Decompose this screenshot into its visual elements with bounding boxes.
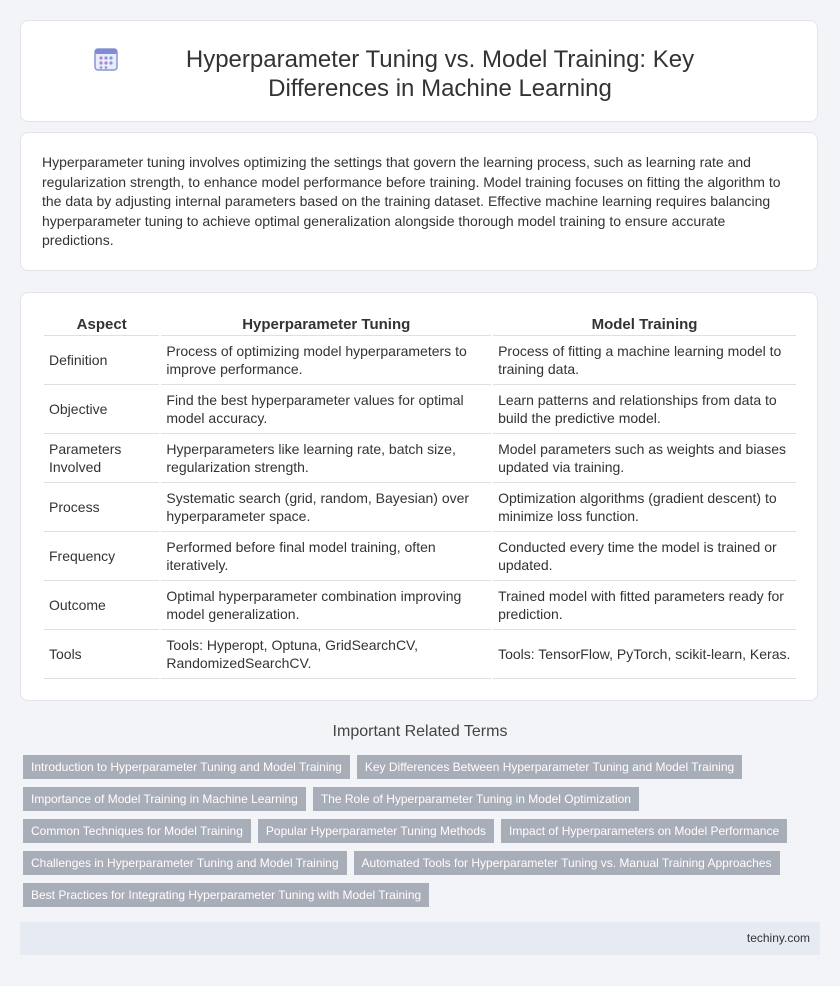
header-card [20,20,818,122]
related-terms-heading: Important Related Terms [332,723,508,740]
row-tuning-cell: Systematic search (grid, random, Bayesian) over hyperparameter space. [161,483,491,532]
column-header-model-training: Model Training [493,314,796,336]
row-aspect: Frequency [44,532,159,581]
column-header-aspect: Aspect [44,314,159,336]
row-aspect: Parameters Involved [44,434,159,483]
footer [20,922,820,955]
row-tuning-cell: Performed before final model training, often iteratively. [161,532,491,581]
comparison-table-card [20,292,818,701]
table-header-row [44,314,796,336]
table-row [44,630,796,679]
related-term-tag[interactable]: Automated Tools for Hyperparameter Tuning vs. Manual Training Approaches [354,851,780,875]
related-term-tag[interactable]: Impact of Hyperparameters on Model Performance [501,819,787,843]
table-row [44,385,796,434]
related-term-tag[interactable]: Challenges in Hyperparameter Tuning and Model Training [23,851,347,875]
row-aspect: Outcome [44,581,159,630]
row-training-cell: Tools: TensorFlow, PyTorch, scikit-learn, Keras. [493,630,796,679]
row-tuning-cell: Optimal hyperparameter combination improving model generalization. [161,581,491,630]
row-tuning-cell: Find the best hyperparameter values for optimal model accuracy. [161,385,491,434]
table-row [44,336,796,385]
table-row [44,434,796,483]
page-title: Hyperparameter Tuning vs. Model Training: Key Differences in Machine Learning [185,46,695,102]
related-term-tag[interactable]: Importance of Model Training in Machine Learning [23,787,306,811]
related-term-tag[interactable]: The Role of Hyperparameter Tuning in Model Optimization [313,787,639,811]
comparison-table [42,314,798,679]
row-aspect: Process [44,483,159,532]
row-training-cell: Trained model with fitted parameters ready for prediction. [493,581,796,630]
row-training-cell: Learn patterns and relationships from data to build the predictive model. [493,385,796,434]
row-aspect: Definition [44,336,159,385]
row-aspect: Objective [44,385,159,434]
related-term-tag[interactable]: Introduction to Hyperparameter Tuning and Model Training [23,755,350,779]
related-term-tag[interactable]: Key Differences Between Hyperparameter Tuning and Model Training [357,755,742,779]
row-tuning-cell: Hyperparameters like learning rate, batch size, regularization strength. [161,434,491,483]
row-aspect: Tools [44,630,159,679]
row-training-cell: Process of fitting a machine learning model to training data. [493,336,796,385]
row-tuning-cell: Process of optimizing model hyperparameters to improve performance. [161,336,491,385]
intro-card [20,132,818,271]
row-training-cell: Conducted every time the model is trained or updated. [493,532,796,581]
column-header-hyperparameter-tuning: Hyperparameter Tuning [161,314,491,336]
footer-site-link[interactable]: techiny.com [746,931,810,945]
row-tuning-cell: Tools: Hyperopt, Optuna, GridSearchCV, RandomizedSearchCV. [161,630,491,679]
related-term-tag[interactable]: Best Practices for Integrating Hyperparameter Tuning with Model Training [23,883,429,907]
related-terms-list [23,755,823,915]
related-term-tag[interactable]: Popular Hyperparameter Tuning Methods [258,819,494,843]
row-training-cell: Optimization algorithms (gradient descent) to minimize loss function. [493,483,796,532]
table-row [44,532,796,581]
related-term-tag[interactable]: Common Techniques for Model Training [23,819,251,843]
table-row [44,581,796,630]
table-row [44,483,796,532]
row-training-cell: Model parameters such as weights and biases updated via training. [493,434,796,483]
intro-paragraph: Hyperparameter tuning involves optimizing the settings that govern the learning process, such as learning rate and regularization strength, to enhance model performance before training. Model training focuses on fitting the algorithm to the data by adjusting internal parameters based on the training dataset. Effective machine learning requires balancing hyperparameter tuning to achieve optimal generalization alongside thorough model training to ensure accurate predictions. [42,154,781,248]
